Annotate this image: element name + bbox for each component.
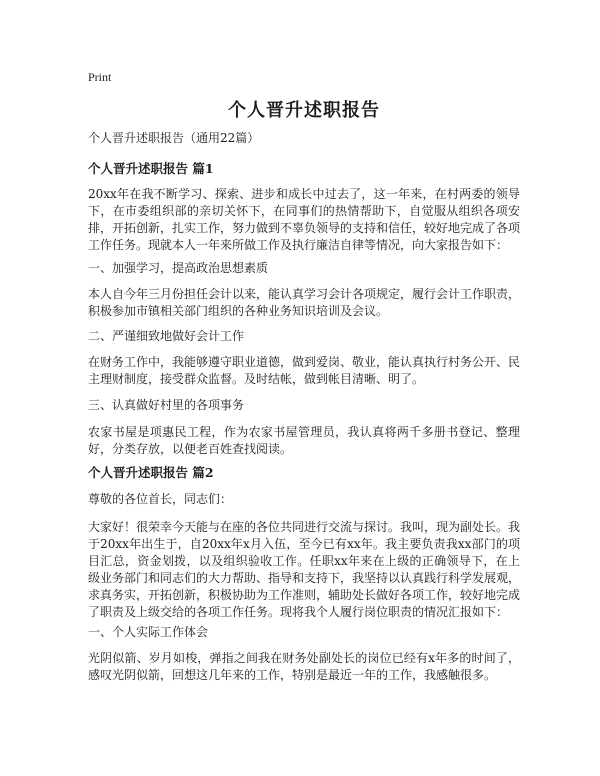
section2-greeting: 尊敬的各位首长，同志们： [88,492,233,506]
section1-point2-text: 在财务工作中，我能够遵守职业道德，做到爱岗、敬业，能认真执行村务公开、民主理财制度，接受群众监督。及时结帐，做到帐目清晰、明了。 [88,355,521,386]
section1-point1-text: 本人自今年三月份担任会计以来，能认真学习会计各项规定，履行会计工作职责，积极参加市镇相关部门组织的各种业务知识培训及会议。 [88,287,521,318]
page-title: 个人晋升述职报告 [228,100,380,121]
print-link[interactable]: Print [88,70,112,84]
section1-heading: 个人晋升述职报告 篇1 [88,161,214,176]
section2-body: 大家好！很荣幸今天能与在座的各位共同进行交流与探讨。我叫，现为副处长。我于20xx年出生于，自20xx年x月入伍，至今已有xx年。我主要负责我xx部门的项目汇总，资金划拨，以及组织验收工作。任职xx年来在上级的正确领导下，在上级业务部门和同志们的大力帮助、指导和支持下，我坚持以认真践行科学发展观，求真务实，开拓创新，积极协助为工作准则，辅助处长做好各项工作，较好地完成了职责及上级交给的各项工作任务。现将我个人履行岗位职责的情况汇报如下： [88,520,521,619]
section1-point2-heading: 二、严谨细致地做好会计工作 [88,329,245,343]
section1-intro: 20xx年在我不断学习、探索、进步和成长中过去了，这一年来，在村两委的领导下，在市委组织部的亲切关怀下，在同事们的热情帮助下，自觉服从组织各项安排，开拓创新，扎实工作，努力做到不辜负领导的支持和信任，较好地完成了各项工作任务。现就本人一年来所做工作及执行廉洁自律等情况，向大家报告如下： [88,187,521,252]
section2-point1-heading: 一、个人实际工作体会 [88,625,209,639]
section1-point3-text: 农家书屋是项惠民工程，作为农家书屋管理员，我认真将两千多册书登记、整理好，分类存放，以便老百姓查找阅读。 [88,425,520,456]
section2-point1-text: 光阴似箭、岁月如梭，弹指之间我在财务处副处长的岗位已经有x年多的时间了，感叹光阴似箭，回想这几年来的工作，特别是最近一年的工作，我感触很多。 [88,651,520,682]
subtitle: 个人晋升述职报告（通用22篇） [88,131,260,145]
section2-heading: 个人晋升述职报告 篇2 [88,465,214,480]
section1-point1-heading: 一、加强学习，提高政治思想素质 [88,261,269,275]
section1-point3-heading: 三、认真做好村里的各项事务 [88,398,245,412]
